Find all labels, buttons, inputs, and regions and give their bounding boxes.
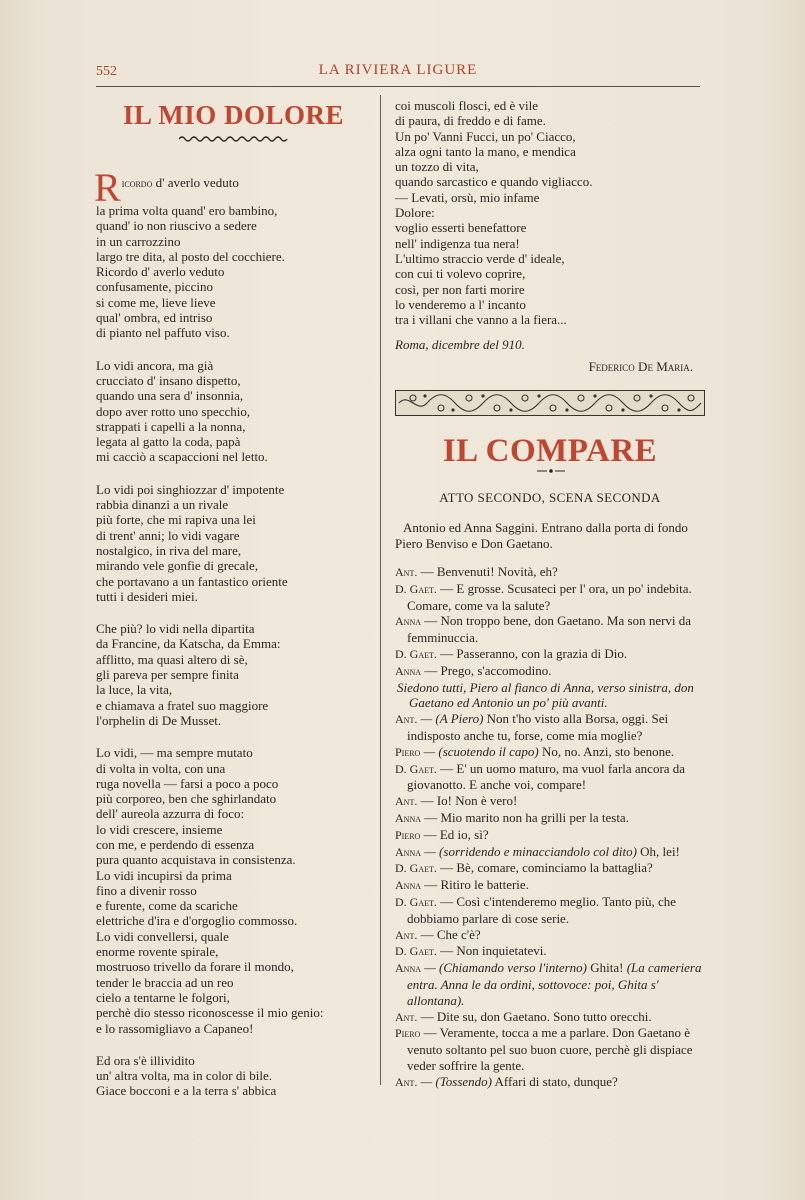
poem-line: Lo vidi convellersi, quale [96,928,229,944]
speaker-name: Ant. [395,794,418,809]
poem-line: L'ultimo straccio verde d' ideale, [395,250,565,266]
poem-line: afflitto, ma quasi altero di sè, [96,651,248,667]
dialogue-turn [395,960,705,1008]
dialogue-turn [395,744,705,761]
poem-line: Un po' Vanni Fucci, un po' Ciacco, [395,128,576,144]
poem-line: lo venderemo a l' incanto [395,296,526,312]
dialogue-turn [395,844,705,861]
poem-line: Lo vidi poi singhiozzar d' impotente [96,481,285,497]
poem-line: Dolore: [395,205,435,221]
dialogue-text: — Passeranno, con la grazia di Dio. [436,645,628,661]
speaker-name: Ant. [395,1009,418,1024]
speaker-name: Piero [395,1026,421,1041]
header-rule [96,86,700,87]
first-line-rest: d' averlo veduto [152,175,239,190]
poem-author: Federico De Maria. [588,359,693,375]
poem-line: tra i villani che vanno a la fiera... [395,312,567,328]
poem-line: di volta in volta, con una [96,760,226,776]
poem-line: gli pareva per sempre finita [96,667,239,683]
dialogue-turn [395,663,705,680]
dialogue-turn [395,564,705,581]
stage-direction-inline: — (Chiamando verso l'interno) [421,960,587,976]
poem-line: più corporeo, ben che sghirlandato [96,791,277,807]
poem-line: alza ogni tanto la mano, e mendica [395,143,576,159]
speaker-name: Piero [395,744,421,759]
poem-line: Giace bocconi e a la terra s' abbica [96,1083,277,1099]
dialogue-turn [395,613,705,646]
speaker-name: Anna [395,878,421,893]
poem-line: Che più? lo vidi nella dipartita [96,621,255,637]
dialogue-text: Oh, lei! [636,843,680,859]
dialogue-turn [395,711,705,744]
poem-line: e lo rassomigliavo a Capaneo! [96,1020,254,1036]
speaker-name: Anna [395,663,421,678]
dialogue-turn [395,793,705,810]
poem-line: nostalgico, in riva del mare, [96,542,242,558]
speaker-name: Ant. [395,927,418,942]
poem-line: dopo aver rotto uno specchio, [96,403,251,419]
dialogue-turn [395,646,705,663]
dialogue-text: — Che c'è? [417,926,481,942]
speaker-name: Ant. [395,712,418,727]
running-title: LA RIVIERA LIGURE [318,62,478,78]
speaker-name: D. Gaet. [395,861,437,876]
stage-direction-inline: — (Tossendo) [417,1073,492,1089]
poem-column [96,98,371,1099]
dialogue [395,564,705,1091]
dialogue-turn [395,581,705,614]
poem-line: la prima volta quand' ero bambino, [96,203,278,218]
poem-line: strappati i capelli a la nonna, [96,418,246,434]
poem-line: da Francine, da Katscha, da Emma: [96,636,281,652]
drop-cap: R [94,165,121,210]
title-squiggle-ornament [179,134,289,142]
speaker-name: D. Gaet. [395,761,437,776]
dialogue-text: No, no. Anzi, sto benone. [538,743,675,759]
place-date: Roma, dicembre del 910. [395,337,525,353]
dialogue-turn [395,894,705,927]
dialogue-turn [395,1074,705,1091]
poem-line: di trent' anni; lo vidi vagare [96,527,240,543]
poem-line: con me, e perdendo di essenza [96,836,255,852]
poem-line: largo tre dita, al posto del cocchiere. [96,248,285,264]
poem-line: si come me, lieve lieve [96,294,216,310]
speaker-name: Piero [395,827,421,842]
poem-line: mostruoso trivello da forare il mondo, [96,959,294,975]
stage-direction-inline: (La cameriera entra. Anna le da ordini, sottovoce: poi, Ghita s' allontana). [407,960,702,1008]
speaker-name: Anna [395,614,421,629]
poem-line: perchè dio stesso riconoscesse il mio genio: [96,1005,324,1021]
speaker-name: D. Gaet. [395,894,437,909]
poem-line: l'orphelin di De Musset. [96,712,222,728]
poem-line: coi muscoli flosci, ed è vile [395,98,538,113]
stage-direction-inline: — (sorridendo e minacciandolo col dito) [421,843,637,859]
poem-line: lo vidi crescere, insieme [96,821,223,837]
poem-line: voglio esserti benefattore [395,220,527,236]
dialogue-turn [395,943,705,960]
poem-line: mirando vele gonfie di grecale, [96,558,259,574]
poem-line: confusamente, piccino [96,279,213,295]
poem-line: qual' ombra, ed intriso [96,310,213,326]
poem-line: dell' aureola azzurra di foco: [96,806,245,822]
poem-line: quando sarcastico e quando vigliacco. [395,174,593,190]
poem-line: quand' io non riuscivo a sedere [96,218,257,234]
poem-stanza [96,745,371,1036]
speaker-name: D. Gaet. [395,646,437,661]
page-header [96,62,700,82]
stage-intro: Antonio ed Anna Saggini. Entrano dalla porta di fondo Piero Benviso e Don Gaetano. [395,520,688,551]
stage-direction-inline: — (A Piero) [417,711,484,727]
poem-line: un tozzo di vita, [395,159,479,175]
dialogue-turn [395,1025,705,1073]
poem-line: e chiamava a fratel suo maggiore [96,697,269,713]
dialogue-text: Affari di stato, dunque? [492,1073,618,1089]
dialogue-turn [395,810,705,827]
poem-line: — Levati, orsù, mio infame [395,189,540,205]
dialogue-text: — E' un uomo maturo, ma vuol farla ancora da giovanotto. E anche voi, compare! [407,760,686,793]
poem-stanza [96,482,371,604]
poem-line: ruga novella — farsi a poco a poco [96,775,279,791]
poem-line: Lo vidi incupirsi da prima [96,867,232,883]
poem-line: elettriche d'ira e d'orgoglio commosso. [96,913,298,929]
poem-line: con cui ti volevo coprire, [395,266,526,282]
poem-title: IL MIO DOLORE [122,100,345,130]
poem-continuation-column [395,98,705,375]
poem-line [96,168,371,191]
poem-stanza [96,1053,371,1099]
poem-line: la luce, la vita, [96,682,173,698]
dialogue-turn [395,1009,705,1026]
floral-band-ornament [395,390,705,416]
poem-line: fino a divenir rosso [96,882,197,898]
poem-line: più forte, che mi rapiva una lei [96,512,256,528]
poem-line: che portavano a un fantastico oriente [96,573,288,589]
poem-stanza [96,621,371,728]
poem-line: tender le braccia ad un reo [96,974,234,990]
dialogue-text: — Veramente, tocca a me a parlare. Don Gaetano è venuto soltanto pel suo buon cuore, perchè gli dispiace veder soffrire la gente. [407,1025,693,1073]
stage-direction-inline: — (scuotendo il capo) [420,743,539,759]
dialogue-text: — Io! Non è vero! [417,793,518,809]
dialogue-text: — Non troppo bene, don Gaetano. Ma son nervi da femminuccia. [407,613,692,646]
dialogue-turn [395,827,705,844]
stage-direction-text: Siedono tutti, Piero al fianco di Anna, verso sinistra, don Gaetano ed Antonio un po' più avanti. [397,679,694,711]
stage-direction [395,680,705,712]
poem-line: mi cacciò a scapaccioni nel letto. [96,449,268,465]
speaker-name: Ant. [395,1074,418,1089]
dialogue-text: — Dite su, don Gaetano. Sono tutto orecchi. [417,1008,652,1024]
poem-line: e furente, come da scariche [96,898,238,914]
dialogue-text: — Mio marito non ha grilli per la testa. [421,809,629,825]
poem-line: quando una sera d' insonnia, [96,388,244,404]
poem-line: Ed ora s'è illividito [96,1052,195,1068]
title-dot-ornament [537,469,565,473]
poem-line: rabbia dinanzi a un rivale [96,497,229,513]
poem-line: in un carrozzino [96,233,181,249]
dialogue-text: Non t'ho visto alla Borsa, oggi. Sei indisposto anche tu, forse, come mia moglie? [407,711,669,743]
speaker-name: Anna [395,810,421,825]
dialogue-text: — E grosse. Scusateci per l' ora, un po' indebita. Comare, come va la salute? [407,580,692,613]
dialogue-text: — Così c'intenderemo meglio. Tanto più, che dobbiamo parlare di cose serie. [407,893,677,926]
dialogue-turn [395,927,705,944]
stanza-lines [96,203,371,341]
poem-line: di pianto nel paffuto viso. [96,325,230,341]
poem-line: così, per non farti morire [395,281,525,297]
poem-line: enorme rovente spirale, [96,944,219,960]
dialogue-text: — Ritiro le batterie. [421,877,529,893]
poem-stanza [94,165,371,341]
poem-line: crucciato d' insano dispetto, [96,372,241,388]
speaker-name: Ant. [395,565,418,579]
poem-line: pura quanto acquistava in consistenza. [96,852,296,868]
speaker-name: Anna [395,844,421,859]
dialogue-text: — Ed io, sì? [420,826,489,842]
dialogue-text: — Non inquietatevi. [436,943,547,959]
dialogue-turn [395,877,705,894]
dialogue-turn [395,761,705,794]
speaker-name: D. Gaet. [395,581,437,596]
poem-line: di paura, di freddo e di fame. [395,113,546,129]
dialogue-text: — Prego, s'accomodino. [421,662,552,678]
dialogue-text: Ghita! [587,960,627,976]
play-title: IL COMPARE [442,433,658,469]
speaker-name: Anna [395,961,421,976]
column-divider [380,95,381,1085]
poem-continuation [395,98,705,327]
poem-line: Lo vidi, — ma sempre mutato [96,745,253,761]
poem-line: legata al gatto la coda, papà [96,434,241,450]
poem-line: nell' indigenza tua nera! [395,235,520,251]
dialogue-text: — Bè, comare, cominciamo la battaglia? [436,860,653,876]
poem-line: tutti i desideri miei. [96,588,198,604]
poem-line: Ricordo d' averlo veduto [96,264,225,280]
poem-line: un' altra volta, ma in color di bile. [96,1068,272,1084]
dialogue-turn [395,860,705,877]
first-word: icordo [121,176,153,190]
act-scene-heading: ATTO SECONDO, SCENA SECONDA [439,490,661,505]
speaker-name: D. Gaet. [395,944,437,959]
page-number: 552 [96,64,117,79]
dialogue-text: — Benvenuti! Novità, eh? [417,564,558,579]
poem-line: Lo vidi ancora, ma già [96,357,214,373]
poem-line: cielo a tentarne le folgori, [96,989,230,1005]
poem-stanza [96,358,371,465]
